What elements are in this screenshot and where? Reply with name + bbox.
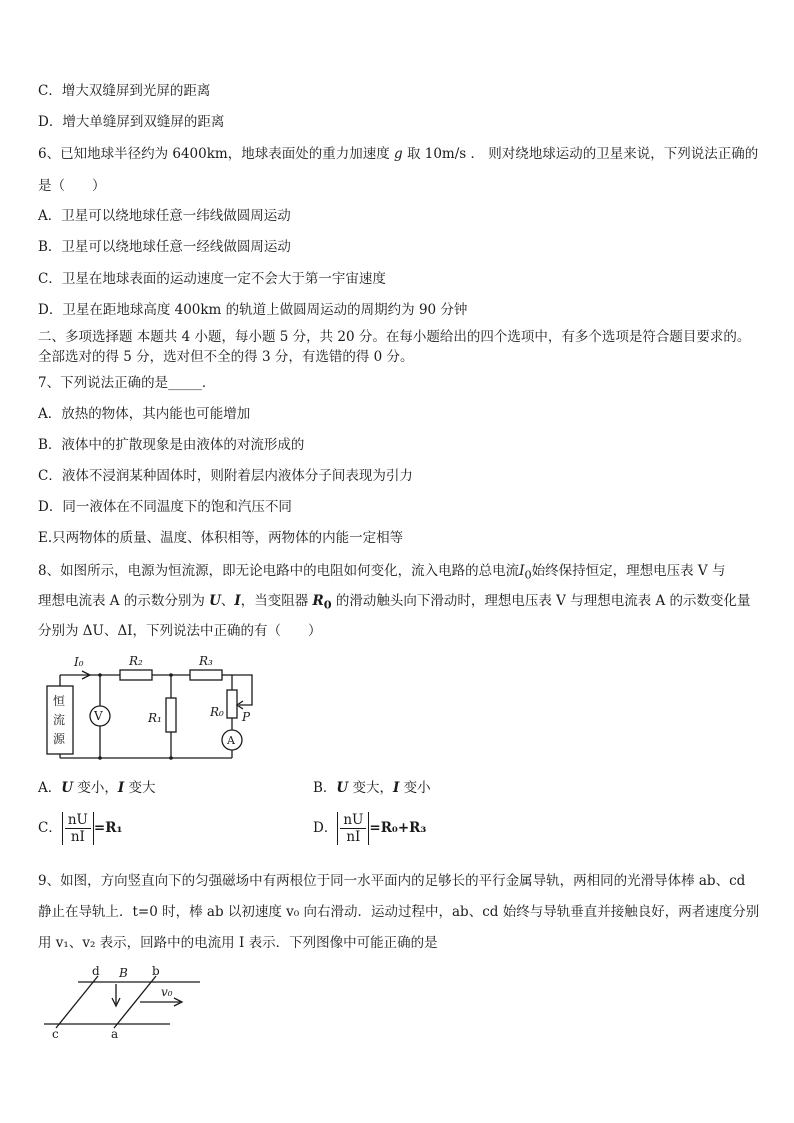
label-r0: R₀ [210, 705, 224, 719]
q6-option-d: D．卫星在距地球高度 400km 的轨道上做圆周运动的周期约为 90 分钟 [38, 302, 468, 318]
r2-resistor [120, 670, 152, 680]
q9-stem-line1: 9、如图，方向竖直向下的匀强磁场中有两根位于同一水平面内的足够长的平行金属导轨，两相同的光滑导体棒 ab、cd [38, 873, 746, 889]
label-r1: R₁ [148, 711, 162, 725]
rod-cd [56, 976, 98, 1028]
q5-option-d: D．增大单缝屏到双缝屏的距离 [38, 114, 225, 130]
r3-resistor [190, 670, 222, 680]
source-char-2: 流 [53, 713, 66, 727]
label-v0: v₀ [161, 985, 173, 999]
ammeter-label: A [227, 734, 235, 747]
label-b-field: B [119, 966, 128, 980]
source-char-1: 恒 [53, 694, 66, 708]
section2-instructions-line2: 全部选对的得 5 分，选对但不全的得 3 分，有选错的得 0 分。 [38, 349, 414, 365]
q8-option-c: C． $\frac{nU}{nI}$ =R₁ [38, 812, 123, 845]
section2-instructions-line1: 二、多项选择题 本题共 4 小题，每小题 5 分，共 20 分。在每小题给出的四个选项中，有多个选项是符合题目要求的。 [38, 329, 751, 345]
label-p: P [242, 710, 251, 724]
q8-stem-line1: 8、如图所示，电源为恒流源，即无论电路中的电阻如何变化，流入电路的总电流$I_0$始终保持恒定，理想电压表 V 与 [38, 563, 726, 582]
q6-option-b: B．卫星可以绕地球任意一经线做圆周运动 [38, 239, 291, 255]
label-b: b [152, 964, 160, 978]
label-c: c [52, 1027, 59, 1040]
label-a: a [111, 1027, 119, 1040]
q9-stem-line3: 用 v₁、v₂ 表示，回路中的电流用 I 表示．下列图像中可能正确的是 [38, 935, 438, 951]
q7-option-b: B．液体中的扩散现象是由液体的对流形成的 [38, 437, 305, 453]
q6-stem-line2: 是（ ） [38, 178, 106, 194]
q7-stem: 7、下列说法正确的是_____． [38, 375, 216, 391]
q9-stem-line2: 静止在导轨上．t=0 时，棒 ab 以初速度 v₀ 向右滑动．运动过程中，ab、cd 始终与导轨垂直并接触良好，两者速度分别 [38, 904, 760, 920]
q6-option-a: A．卫星可以绕地球任意一纬线做圆周运动 [38, 208, 291, 224]
source-char-3: 源 [53, 732, 66, 746]
q7-option-c: C．液体不浸润某种固体时，则附着层内液体分子间表现为引力 [38, 468, 413, 484]
label-d: d [92, 964, 100, 978]
label-i0: I₀ [74, 655, 84, 669]
q7-option-e: E.只两物体的质量、温度、体积相等，两物体的内能一定相等 [38, 530, 404, 546]
q6-stem-line1: 6、已知地球半径约为 6400km，地球表面处的重力加速度 g 取 10m/s ． 则对绕地球运动的卫星来说，下列说法正确的 [38, 146, 759, 162]
q8-stem-line3: 分别为 ΔU、ΔI，下列说法中正确的有（ ） [38, 623, 322, 639]
q7-option-d: D．同一液体在不同温度下的饱和汽压不同 [38, 499, 292, 515]
q6-option-c: C．卫星在地球表面的运动速度一定不会大于第一宇宙速度 [38, 271, 386, 287]
q8-circuit-diagram [40, 650, 275, 765]
q8-option-b: B．U 变大，I 变小 [313, 780, 431, 796]
q8-option-a: A．U 变小，I 变大 [38, 780, 156, 796]
r0-rheostat [227, 690, 237, 718]
label-r2: R₂ [129, 654, 143, 668]
r1-resistor [166, 698, 176, 732]
q9-rails-diagram [40, 962, 210, 1040]
q8-option-d: D． $\frac{nU}{nI}$ =R₀+R₃ [313, 812, 427, 845]
q8-stem-line2: 理想电流表 A 的示数分别为 U、I，当变阻器 $R_0$ 的滑动触头向下滑动时，理想电压表 V 与理想电流表 A 的示数变化量 [38, 593, 751, 612]
voltmeter-label: V [94, 709, 103, 723]
q5-option-c: C．增大双缝屏到光屏的距离 [38, 83, 211, 99]
q7-option-a: A．放热的物体，其内能也可能增加 [38, 406, 251, 422]
label-r3: R₃ [199, 654, 213, 668]
